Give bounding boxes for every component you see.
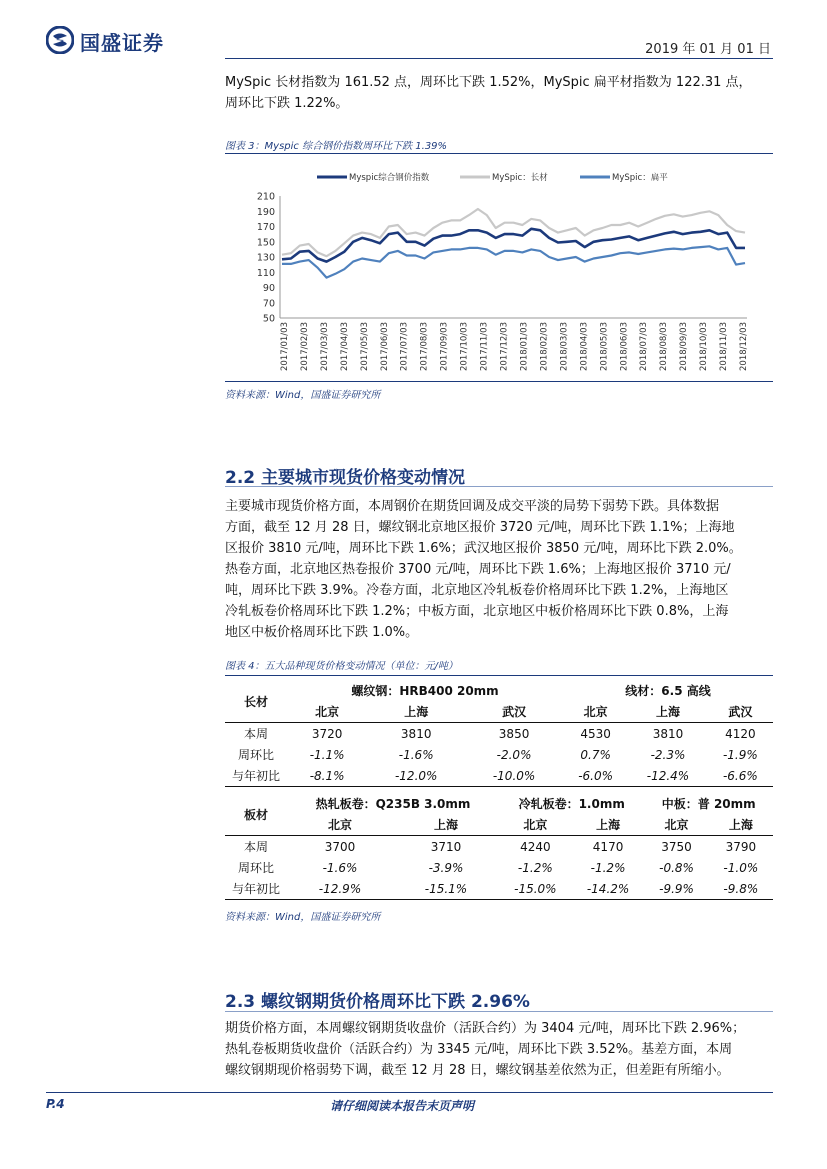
x-tick-label: 2018/03/03	[559, 322, 570, 371]
y-tick-label: 190	[256, 206, 275, 218]
city-header: 武汉	[502, 705, 527, 719]
paragraph-line: 地区中板价格周环比下跌 1.0%。	[225, 625, 419, 640]
city-header: 上海	[596, 818, 621, 832]
table-cell: 4120	[725, 726, 756, 741]
table-cell: -9.8%	[723, 881, 759, 896]
row-label: 本周	[243, 727, 268, 741]
table-cell: 4240	[520, 839, 551, 854]
intro-paragraph	[225, 72, 773, 114]
y-tick-label: 130	[256, 252, 275, 264]
category-cell: 板材	[243, 807, 268, 822]
series-line	[282, 246, 745, 277]
table-cell: 3750	[661, 839, 692, 854]
y-tick-label: 110	[256, 267, 275, 279]
group-header: 中板：普 20mm	[661, 797, 756, 811]
table-cell: -2.3%	[650, 747, 686, 762]
paragraph-line: 方面，截至 12 月 28 日，螺纹钢北京地区报价 3720 元/吨，周环比下跌 1.1%；上海地	[225, 520, 735, 535]
table-cell: -12.0%	[394, 768, 438, 783]
x-tick-label: 2018/02/03	[539, 322, 550, 371]
city-header: 武汉	[728, 705, 753, 719]
company-logo	[46, 24, 176, 56]
paragraph-line: 主要城市现货价格方面，本周钢价在期货回调及成交平淡的局势下弱势下跌。具体数据	[225, 499, 720, 514]
legend-label: MySpic：扁平	[612, 173, 668, 183]
x-tick-label: 2018/11/03	[719, 322, 730, 371]
table-cell: -6.6%	[722, 768, 758, 783]
table-cell: -15.1%	[424, 881, 468, 896]
table-cell: 3810	[400, 726, 432, 741]
table-cell: -0.8%	[659, 860, 694, 875]
group-header: 冷轧板卷：1.0mm	[518, 797, 625, 811]
city-header: 上海	[728, 818, 753, 832]
x-tick-label: 2017/04/03	[339, 322, 350, 371]
y-tick-label: 170	[256, 222, 275, 233]
x-tick-label: 2017/08/03	[419, 322, 430, 371]
footer-disclaimer: 请仔细阅读本报告末页声明	[330, 1099, 475, 1113]
city-header: 北京	[327, 818, 352, 832]
table-row	[225, 878, 773, 900]
header-rule	[225, 58, 773, 59]
table-cell: -8.1%	[309, 768, 345, 783]
intro-line: MySpic 长材指数为 161.52 点，周环比下跌 1.52%，MySpic 扁平材指数为 122.31 点，	[225, 75, 752, 90]
table-row	[225, 836, 773, 858]
paragraph-line: 螺纹钢期现价格弱势下调，截至 12 月 28 日，螺纹钢基差依然为正，但差距有所缩小。	[225, 1063, 730, 1078]
paragraph-line: 冷轧板卷价格周环比下跌 1.2%；中板方面，北京地区中板价格周环比下跌 0.8%，上海	[225, 604, 729, 619]
y-tick-label: 50	[262, 313, 275, 325]
paragraph-line: 吨，周环比下跌 3.9%。冷卷方面，北京地区冷轧板卷价格周环比下跌 1.2%，上海地区	[225, 583, 729, 598]
series-line	[282, 229, 745, 262]
table-cell: -1.1%	[309, 747, 345, 762]
table-cell: -1.6%	[398, 747, 434, 762]
table-cell: -12.4%	[646, 768, 690, 783]
x-tick-label: 2018/05/03	[599, 322, 610, 371]
table-cell: -1.0%	[723, 860, 759, 875]
table-cell: -12.9%	[318, 881, 362, 896]
section-2-3-paragraph	[225, 1018, 773, 1081]
table-cell: -3.9%	[428, 860, 464, 875]
paragraph-line: 期货价格方面，本周螺纹钢期货收盘价（活跃合约）为 3404 元/吨，周环比下跌 2.96%；	[225, 1021, 746, 1036]
figure3-rule	[225, 153, 773, 154]
table-cell: 4170	[592, 839, 624, 854]
table-cell: -1.2%	[590, 860, 626, 875]
city-header: 上海	[404, 705, 429, 719]
x-tick-label: 2017/12/03	[499, 322, 510, 371]
y-tick-label: 70	[262, 298, 275, 310]
city-header: 上海	[433, 818, 458, 832]
paragraph-line: 热卷方面，北京地区热卷报价 3700 元/吨，周环比下跌 1.6%；上海地区报价 3710 元/	[225, 562, 731, 577]
table-cell: -15.0%	[514, 881, 557, 896]
price-table-flat	[225, 793, 773, 900]
group-header: 热轧板卷：Q235B 3.0mm	[315, 797, 471, 811]
x-tick-label: 2018/06/03	[619, 322, 630, 371]
table-row	[225, 744, 773, 765]
row-label: 周环比	[237, 861, 274, 875]
report-date: 2019 年 01 月 01 日	[645, 42, 771, 57]
figure4-rule	[225, 675, 773, 676]
paragraph-line: 热轧卷板期货收盘价（活跃合约）为 3345 元/吨，周环比下跌 3.52%。基差方面，本周	[225, 1042, 733, 1057]
table-cell: -1.6%	[322, 860, 358, 875]
x-tick-label: 2017/11/03	[479, 322, 490, 371]
figure4-source: 资料来源：Wind，国盛证券研究所	[225, 912, 381, 923]
x-tick-label: 2018/08/03	[659, 322, 670, 371]
category-cell: 长材	[243, 694, 268, 709]
section-2-3-rule	[225, 1011, 773, 1012]
table-cell: -14.2%	[586, 881, 630, 896]
legend-label: MySpic：长材	[492, 173, 548, 183]
footer-rule	[46, 1092, 773, 1093]
table-cell: 3790	[725, 839, 757, 854]
city-header: 上海	[655, 705, 680, 719]
x-tick-label: 2017/10/03	[459, 322, 470, 371]
group-header: 螺纹钢：HRB400 20mm	[351, 684, 499, 698]
city-header: 北京	[583, 705, 608, 719]
logo-text: 国盛证券	[80, 31, 164, 55]
paragraph-line: 区报价 3810 元/吨，周环比下跌 1.6%；武汉地区报价 3850 元/吨，周环比下跌 2.0%。	[225, 541, 742, 556]
x-tick-label: 2017/01/03	[280, 322, 290, 371]
table-cell: -6.0%	[578, 768, 614, 783]
city-header: 北京	[315, 705, 340, 719]
city-header: 北京	[664, 818, 689, 832]
table-cell: -10.0%	[492, 768, 536, 783]
table-cell: 0.7%	[580, 747, 611, 762]
x-tick-label: 2017/06/03	[379, 322, 390, 371]
row-label: 与年初比	[231, 769, 280, 783]
row-label: 本周	[243, 840, 268, 854]
y-tick-label: 150	[256, 237, 275, 249]
table-cell: 3850	[498, 726, 530, 741]
section-2-2-paragraph	[225, 496, 773, 643]
table-cell: 3720	[311, 726, 343, 741]
section-2-3-heading: 2.3 螺纹钢期货价格周环比下跌 2.96%	[225, 992, 530, 1012]
table-cell: -9.9%	[659, 881, 694, 896]
x-tick-label: 2018/09/03	[679, 322, 690, 371]
table-cell: -1.2%	[517, 860, 553, 875]
y-tick-label: 210	[256, 191, 275, 203]
x-tick-label: 2018/07/03	[639, 322, 650, 371]
steel-index-chart	[225, 158, 773, 380]
guosheng-logo-icon	[46, 26, 74, 54]
table-cell: 3710	[430, 839, 462, 854]
x-tick-label: 2018/10/03	[699, 322, 710, 371]
figure3-source-rule	[225, 381, 773, 382]
legend-label: Myspic综合钢价指数	[349, 173, 430, 183]
section-2-2-heading: 2.2 主要城市现货价格变动情况	[225, 468, 466, 488]
page-number: P.4	[46, 1097, 65, 1111]
row-label: 周环比	[237, 748, 274, 762]
x-tick-label: 2017/07/03	[399, 322, 410, 371]
table-cell: -2.0%	[496, 747, 532, 762]
x-tick-label: 2018/01/03	[519, 322, 530, 371]
price-table-long	[225, 680, 773, 787]
x-tick-label: 2017/02/03	[299, 322, 310, 371]
figure3-source: 资料来源：Wind，国盛证券研究所	[225, 390, 381, 401]
row-label: 与年初比	[231, 882, 280, 896]
table-row	[225, 765, 773, 787]
city-header: 北京	[523, 818, 548, 832]
table-row	[225, 857, 773, 878]
x-tick-label: 2018/12/03	[739, 322, 749, 371]
group-header: 线材：6.5 高线	[625, 684, 711, 698]
x-tick-label: 2018/04/03	[579, 322, 590, 371]
table-cell: 3810	[652, 726, 684, 741]
table-cell: 4530	[580, 726, 611, 741]
table-row	[225, 723, 773, 745]
table-cell: 3700	[324, 839, 356, 854]
figure4-title: 图表 4：五大品种现货价格变动情况（单位：元/吨）	[225, 661, 458, 672]
intro-line: 周环比下跌 1.22%。	[225, 96, 349, 111]
x-tick-label: 2017/09/03	[439, 322, 450, 371]
x-tick-label: 2017/03/03	[319, 322, 330, 371]
y-tick-label: 90	[262, 283, 275, 294]
figure3-title: 图表 3：Myspic 综合钢价指数周环比下跌 1.39%	[225, 141, 448, 152]
table-cell: -1.9%	[722, 747, 758, 762]
x-tick-label: 2017/05/03	[359, 322, 370, 371]
section-2-2-rule	[225, 486, 773, 487]
